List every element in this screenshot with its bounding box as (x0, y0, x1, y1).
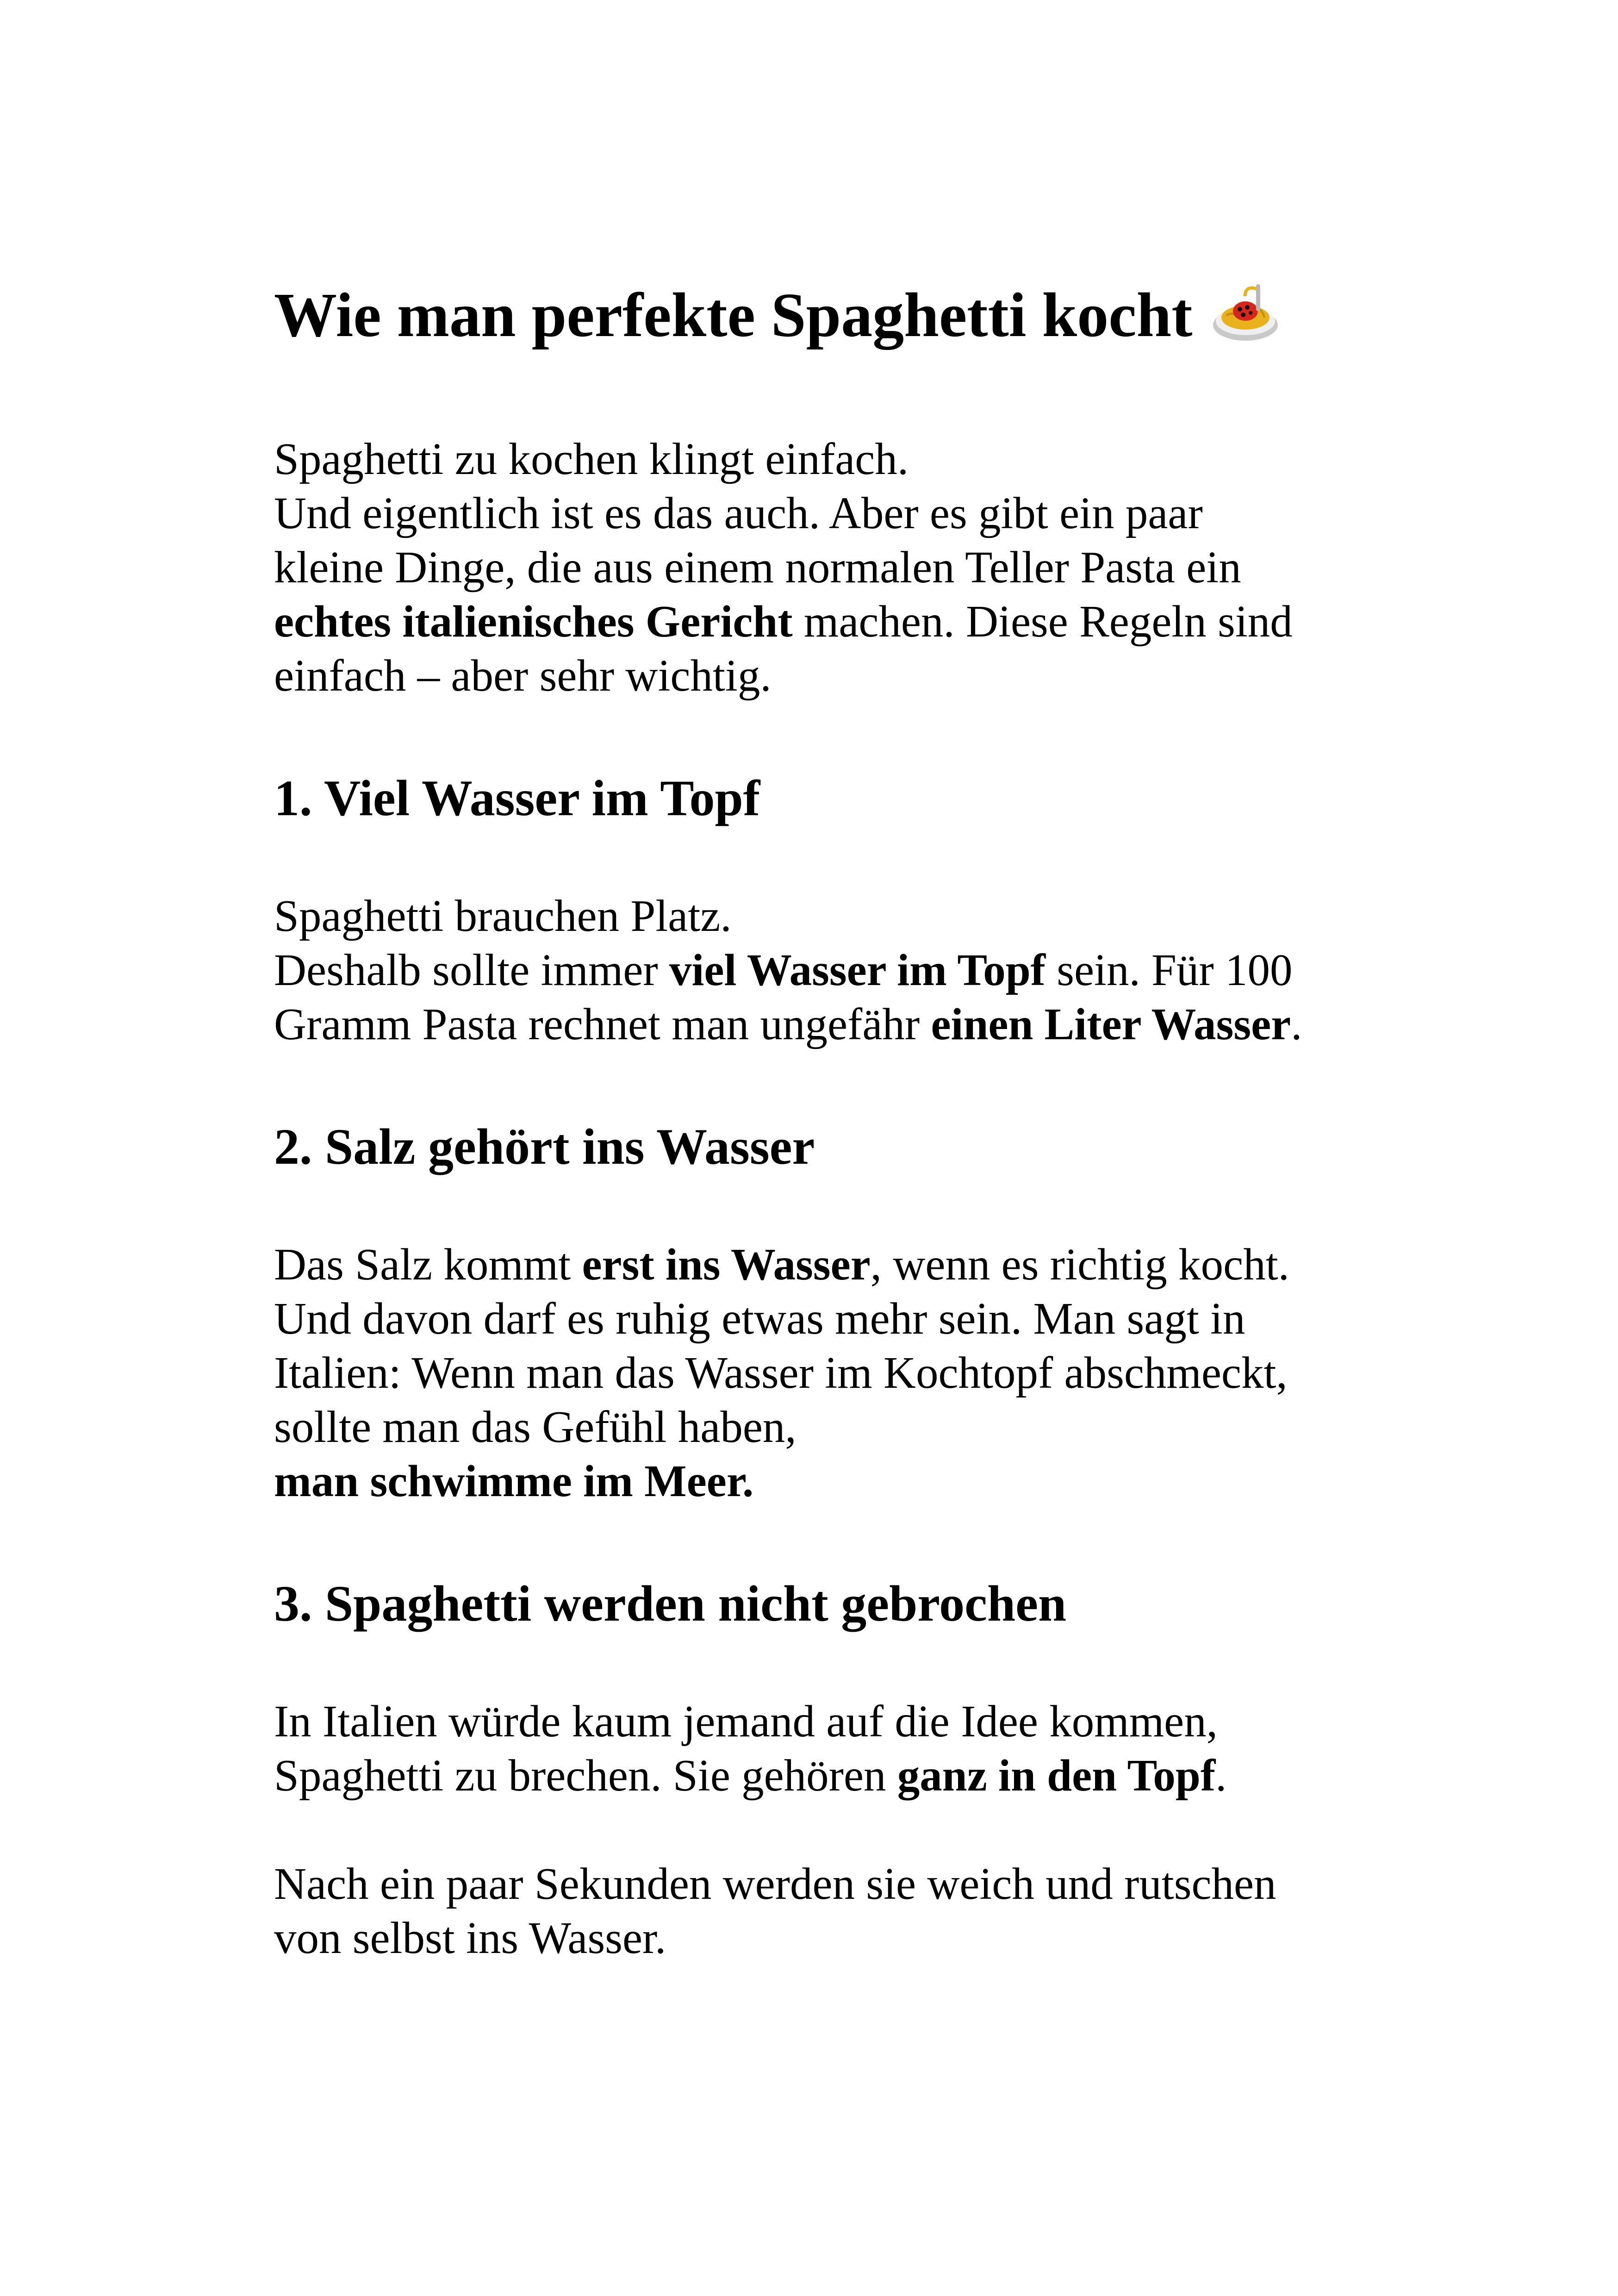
section-1-line-2-a: Deshalb sollte immer (274, 945, 669, 995)
section-2-body (274, 1237, 1371, 1508)
section-3-line-2 (274, 1748, 1371, 1803)
section-1-line-2-b: sein. Für 100 (1045, 945, 1293, 995)
section-1-line-2 (274, 943, 1371, 997)
section-3-line-4: von selbst ins Wasser. (274, 1913, 666, 1963)
document-title: Wie man perfekte Spaghetti kocht (274, 281, 1193, 350)
section-2-emphasis-salt: erst ins Wasser (582, 1240, 871, 1290)
intro-paragraph (274, 432, 1371, 703)
section-1-emphasis-liter: einen Liter Wasser (931, 999, 1291, 1049)
section-3-line-2-b: . (1215, 1751, 1227, 1801)
intro-line-3: kleine Dinge, die aus einem normalen Teller Pasta ein (274, 543, 1241, 593)
section-2-line-1-a: Das Salz kommt (274, 1240, 582, 1290)
intro-line-5: einfach – aber sehr wichtig. (274, 651, 772, 701)
spaghetti-icon (1211, 284, 1280, 343)
section-3-line-1: In Italien würde kaum jemand auf die Idee kommen, (274, 1697, 1218, 1747)
section-3-body (274, 1694, 1371, 1965)
intro-line-4 (274, 594, 1371, 649)
section-1-line-3-a: Gramm Pasta rechnet man ungefähr (274, 999, 931, 1049)
section-2-emphasis-sea: man schwimme im Meer. (274, 1456, 754, 1506)
section-heading-2: 2. Salz gehört ins Wasser (274, 1118, 815, 1175)
spaghetti-icon-graphic (1211, 284, 1280, 343)
section-1-line-3-b: . (1291, 999, 1302, 1049)
section-heading-3: 3. Spaghetti werden nicht gebrochen (274, 1575, 1067, 1632)
intro-line-4-rest: machen. Diese Regeln sind (792, 597, 1293, 647)
paragraph-gap (274, 1803, 1371, 1857)
section-2-line-2: Und davon darf es ruhig etwas mehr sein. Man sagt in (274, 1294, 1245, 1344)
section-2-line-3: Italien: Wenn man das Wasser im Kochtopf abschmeckt, (274, 1348, 1288, 1398)
section-2-line-5 (274, 1454, 1371, 1508)
section-2-line-4: sollte man das Gefühl haben, (274, 1402, 797, 1452)
section-1-body (274, 889, 1371, 1051)
intro-line-1: Spaghetti zu kochen klingt einfach. (274, 434, 909, 484)
section-3-emphasis-pot: ganz in den Topf (897, 1751, 1216, 1801)
section-2-line-1-b: , wenn es richtig kocht. (870, 1240, 1289, 1290)
section-2-line-1 (274, 1237, 1371, 1292)
document-title-heading (274, 278, 1371, 353)
section-1-line-1: Spaghetti brauchen Platz. (274, 891, 732, 941)
section-1-line-3 (274, 997, 1371, 1051)
section-heading-1: 1. Viel Wasser im Topf (274, 770, 760, 827)
document-content (274, 278, 1371, 1965)
section-1-emphasis-water: viel Wasser im Topf (669, 945, 1045, 995)
section-3-line-3: Nach ein paar Sekunden werden sie weich und rutschen (274, 1859, 1276, 1909)
intro-emphasis: echtes italienisches Gericht (274, 597, 793, 647)
intro-line-2: Und eigentlich ist es das auch. Aber es gibt ein paar (274, 488, 1203, 538)
section-3-line-2-a: Spaghetti zu brechen. Sie gehören (274, 1751, 897, 1801)
